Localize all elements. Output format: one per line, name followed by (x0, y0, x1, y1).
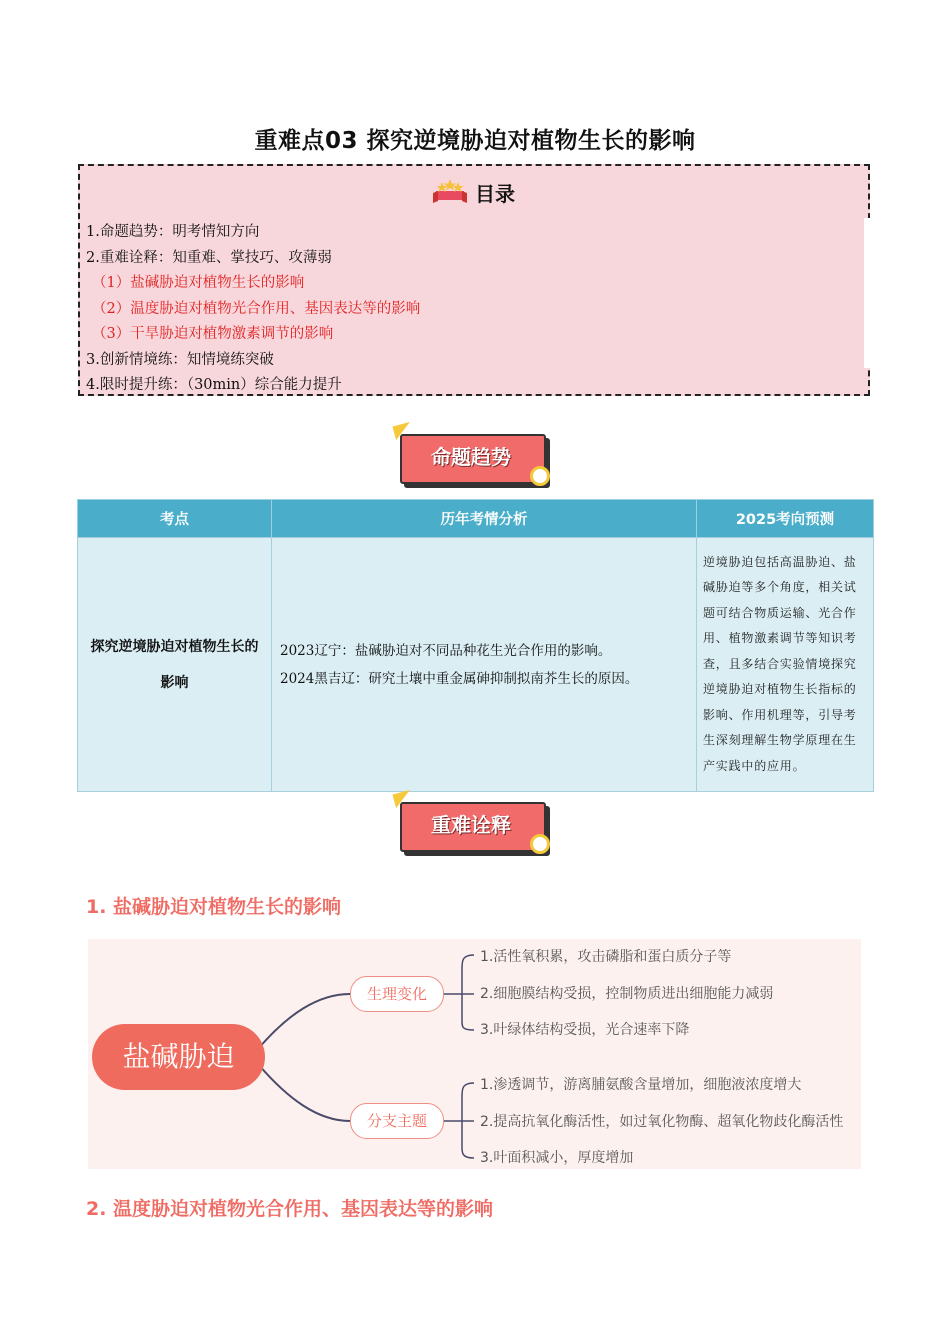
table-row (78, 538, 874, 792)
mind-map-leaf: 2.提高抗氧化酶活性，如过氧化物酶、超氧化物歧化酶活性 (480, 1114, 844, 1130)
mind-map (88, 939, 861, 1169)
cell-analysis (272, 538, 697, 792)
mind-map-leaf: 2.细胞膜结构受损，控制物质进出细胞能力减弱 (480, 986, 774, 1002)
toc-item: 1.命题趋势：明考情知方向 (86, 224, 260, 240)
table-of-contents (78, 164, 870, 396)
ring-icon (530, 466, 550, 486)
analysis-line-2: 2024黑吉辽：研究土壤中重金属砷抑制拟南芥生长的原因。 (280, 670, 639, 687)
exam-analysis-table (77, 499, 874, 792)
banner-explain (394, 792, 554, 856)
ring-icon (530, 834, 550, 854)
toc-item: （3）干旱胁迫对植物激素调节的影响 (92, 326, 334, 342)
header-topic: 考点 (78, 500, 272, 538)
mind-map-root: 盐碱胁迫 (92, 1024, 265, 1090)
banner-trend-label: 命题趋势 (431, 445, 511, 469)
analysis-line-1: 2023辽宁：盐碱胁迫对不同品种花生光合作用的影响。 (280, 642, 612, 659)
cell-topic: 探究逆境胁迫对植物生长的影响 (78, 538, 272, 792)
toc-heading (80, 178, 868, 207)
mind-map-branch-1: 生理变化 (350, 976, 444, 1012)
toc-item: 2.重难诠释：知重难、掌技巧、攻薄弱 (86, 249, 332, 266)
mind-map-leaf: 1.活性氧积累，攻击磷脂和蛋白质分子等 (480, 949, 732, 965)
mind-map-branch-2: 分支主题 (350, 1103, 444, 1139)
section-title-1: 1. 盐碱胁迫对植物生长的影响 (86, 896, 342, 918)
mind-map-leaf: 3.叶绿体结构受损，光合速率下降 (480, 1022, 690, 1038)
toc-item: （2）温度胁迫对植物光合作用、基因表达等的影响 (92, 300, 421, 317)
cell-forecast: 逆境胁迫包括高温胁迫、盐碱胁迫等多个角度，相关试题可结合物质运输、光合作用、植物激素调节等知识考查，且多结合实验情境探究逆境胁迫对植物生长指标的影响、作用机理等，引导考生深刻理解生物学原理在生产实践中的应用。 (697, 538, 874, 792)
banner-explain-label: 重难诠释 (431, 813, 511, 837)
page-title: 重难点03 探究逆境胁迫对植物生长的影响 (254, 128, 696, 154)
mind-map-leaf: 3.叶面积减小，厚度增加 (480, 1150, 634, 1166)
toc-heading-text: 目录 (475, 182, 515, 206)
toc-list (86, 220, 862, 399)
header-forecast: 2025考向预测 (697, 500, 874, 538)
toc-item: （1）盐碱胁迫对植物生长的影响 (92, 275, 305, 291)
section-title-2: 2. 温度胁迫对植物光合作用、基因表达等的影响 (86, 1198, 494, 1220)
toc-item: 4.限时提升练：（30min）综合能力提升 (86, 377, 342, 393)
toc-item: 3.创新情境练：知情境练突破 (86, 351, 274, 368)
star-ribbon-icon (433, 179, 467, 205)
table-header-row (78, 500, 874, 538)
header-analysis: 历年考情分析 (272, 500, 697, 538)
mind-map-leaf: 1.渗透调节，游离脯氨酸含量增加，细胞液浓度增大 (480, 1077, 802, 1093)
banner-trend (394, 424, 554, 488)
